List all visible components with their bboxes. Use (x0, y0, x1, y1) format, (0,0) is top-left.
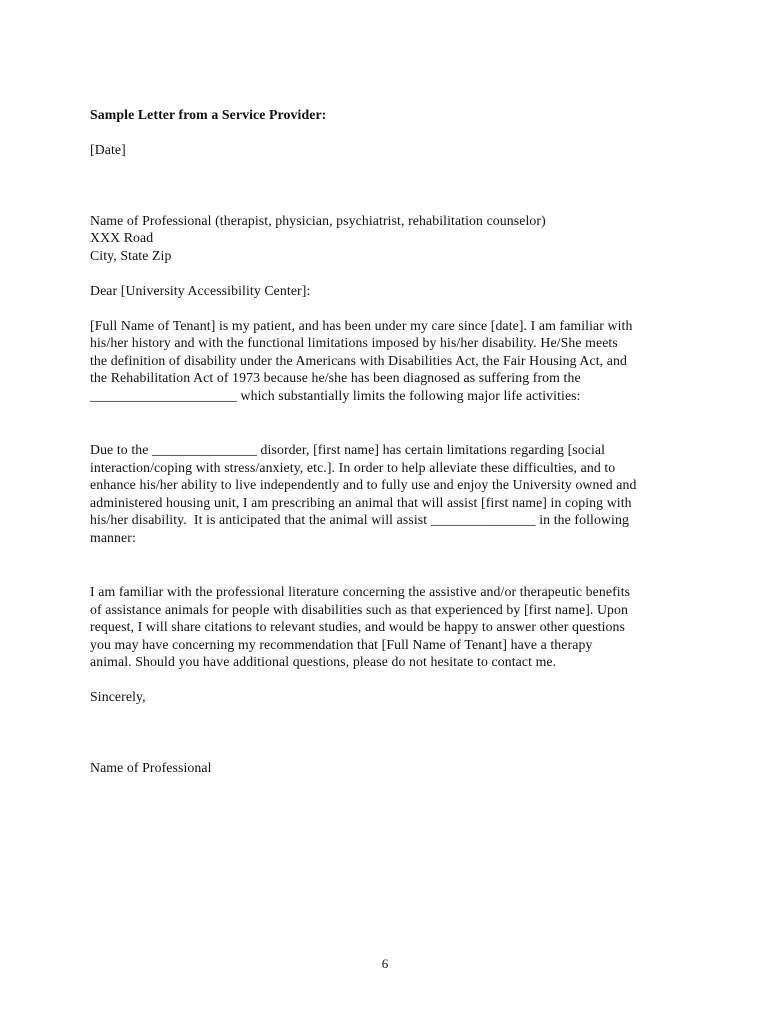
recipient-address-block (90, 212, 676, 265)
paragraph-line: enhance his/her ability to live independently and to fully use and enjoy the University owned and (90, 477, 637, 492)
recipient-line: City, State Zip (90, 247, 172, 263)
paragraph-line: interaction/coping with stress/anxiety, etc.]. In order to help alleviate these difficulties, and to (90, 459, 616, 475)
date-placeholder: [Date] (90, 142, 126, 157)
paragraph-line: administered housing unit, I am prescribing an animal that will assist [first name] in coping with (90, 494, 632, 510)
paragraph-line: of assistance animals for people with disabilities such as that experienced by [first name]. Upon (90, 601, 629, 617)
paragraph-line: the definition of disability under the Americans with Disabilities Act, the Fair Housing Act, and (90, 352, 627, 368)
page-number: 6 (381, 956, 389, 971)
paragraph-line: request, I will share citations to relevant studies, and would be happy to answer other questions (90, 619, 626, 634)
paragraph-line: his/her disability. It is anticipated that the animal will assist _______________ in the following (90, 512, 629, 527)
paragraph-line: I am familiar with the professional literature concerning the assistive and/or therapeutic benefits (90, 584, 631, 599)
paragraph-1 (90, 317, 676, 405)
paragraph-line: _____________________ which substantially limits the following major life activities: (90, 387, 581, 403)
paragraph-line: Due to the _______________ disorder, [first name] has certain limitations regarding [social (90, 442, 606, 457)
paragraph-line: the Rehabilitation Act of 1973 because he/she has been diagnosed as suffering from the (90, 370, 581, 385)
salutation: Dear [University Accessibility Center]: (90, 282, 311, 298)
paragraph-line: manner: (90, 529, 136, 545)
closing: Sincerely, (90, 689, 146, 704)
paragraph-3 (90, 583, 676, 671)
paragraph-line: [Full Name of Tenant] is my patient, and has been under my care since [date]. I am familiar with (90, 317, 633, 333)
paragraph-line: you may have concerning my recommendation that [Full Name of Tenant] have a therapy (90, 636, 593, 652)
recipient-line: XXX Road (90, 230, 154, 245)
letter-heading: Sample Letter from a Service Provider: (90, 107, 327, 122)
signature-name: Name of Professional (90, 759, 212, 775)
paragraph-2 (90, 441, 676, 546)
recipient-line: Name of Professional (therapist, physician, psychiatrist, rehabilitation counselor) (90, 212, 546, 228)
paragraph-line: his/her history and with the functional limitations imposed by his/her disability. He/She meets (90, 335, 618, 350)
paragraph-line: animal. Should you have additional questions, please do not hesitate to contact me. (90, 654, 557, 669)
